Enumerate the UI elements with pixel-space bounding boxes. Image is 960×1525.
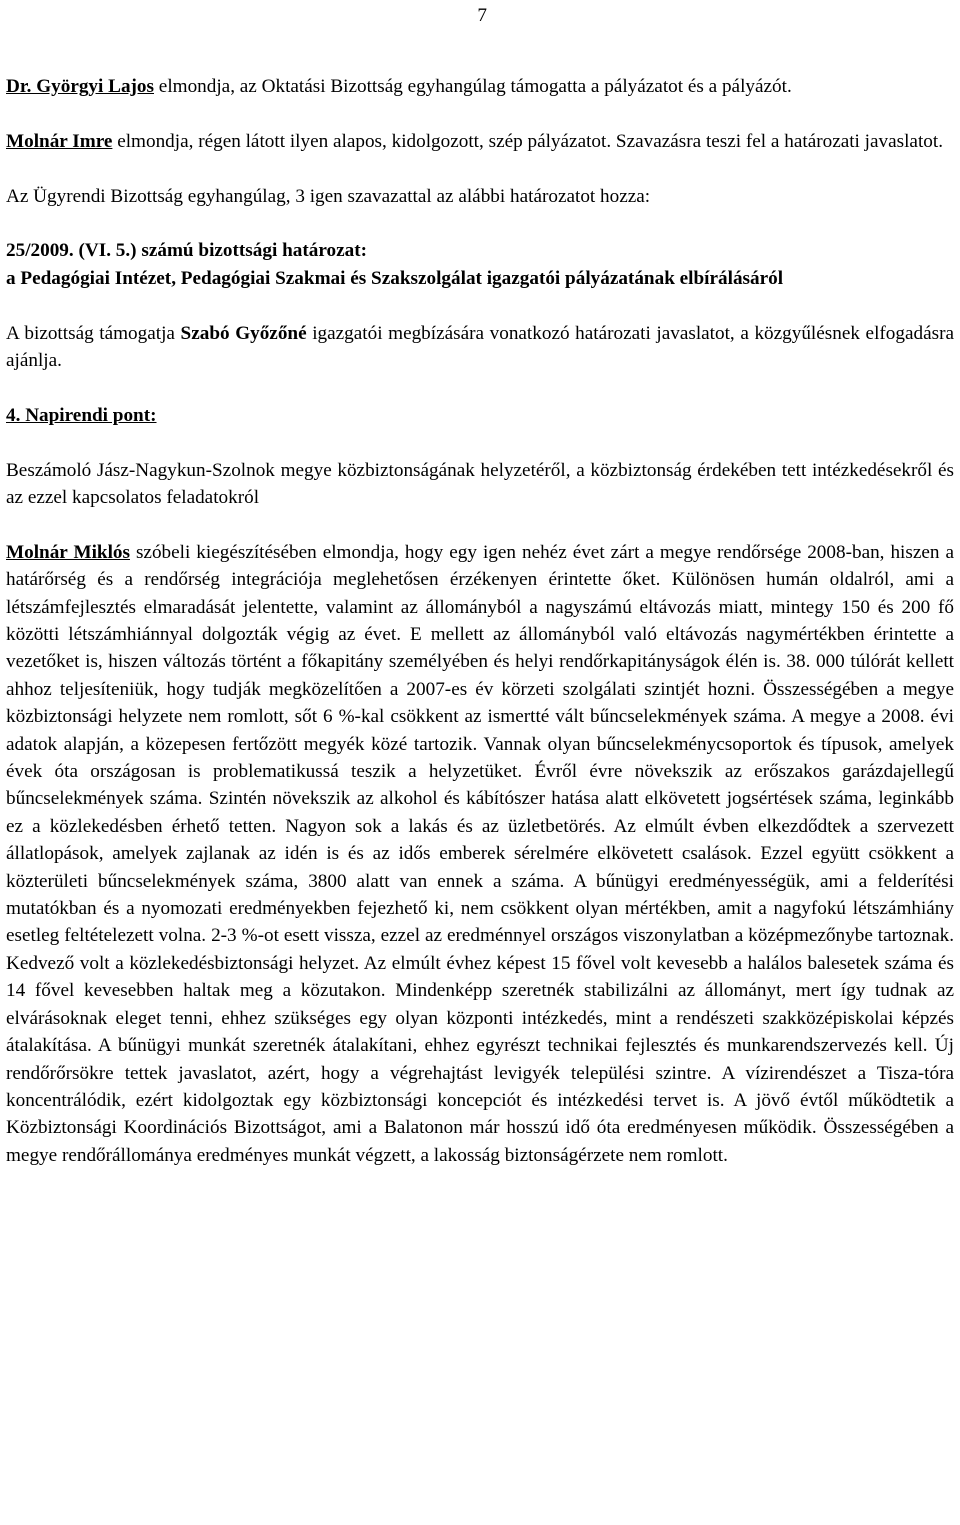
paragraph-molnar-miklos — [6, 539, 954, 1169]
speaker-name: Molnár Miklós — [6, 541, 130, 563]
paragraph-text: elmondja, az Oktatási Bizottság egyhangúlag támogatta a pályázatot és a pályázót. — [154, 76, 792, 97]
speaker-name: Dr. Györgyi Lajos — [6, 76, 154, 97]
paragraph-text: szóbeli kiegészítésében elmondja, hogy egy igen nehéz évet zárt a megye rendőrsége 2008-ban, hiszen a határőrség és a rendőrség integrációja meglehetősen érzékenyen érintette őket. Különösen humán oldalról, ami a létszámfejlesztés elmaradását jelentette, valamint az állományból a nagyszámú eltávozás miatt, mintegy 150 és 200 fő közötti létszámhiánnyal dolgozták végig az évet. E mellett az állományból való eltávozás nagymértékben érintette a vezetőket is, hiszen változás történt a főkapitány személyében és helyi rendőrkapitányságok élén is. 38. 000 túlórát kellett ahhoz teljesíteniük, hogy tudják megközelítően a 2007-es év körzeti szolgálati szintjét hozni. Összességében a megye közbiztonsági helyzete nem romlott, sőt 6 %-kal csökkent az ismertté vált bűncselekmények száma. A megye a 2008. évi adatok alapján, a közepesen fertőzött megyék közé tartozik. Vannak olyan bűncselekménycsoportok és típusok, amelyek évek óta országosan is problematikussá teszik a helyzetüket. Évről évre növekszik az erőszakos garázdajellegű bűncselekmények száma. Szintén növekszik az alkohol és kábítószer hatása alatt elkövetett jogsértések száma, leginkább ez a közlekedésben érhető tetten. Nagyon sok a lakás és az üzletbetörés. Az elmúlt évben elkezdődtek a szervezett állatlopások, amelyek zajlanak az idén is és az idős emberek sérelmére elkövetett csalások. Ezzel együtt csökkent a közterületi bűncselekmények száma, 3800 alatt van ennek a száma. A bűnügyi eredményességük, ami a felderítési mutatókban és a nyomozati eredményekben fejezhető ki, nem csökkent olyan mértékben, amit a nagyfokú létszámhiány esetleg feltételezett volna. 2-3 %-ot esett vissza, ezzel az eredménnyel országos viszonylatban a középmezőnybe tartoznak. Kedvező volt a közlekedésbiztonsági helyzet. Az elmúlt évhez képest 15 fővel volt kevesebb a halálos balesetek száma és 14 fővel kevesebben haltak meg a közutakon. Mindenképp szeretnék stabilizálni az állományt, mert így tudnak az elvárásoknak eleget tenni, ehhez szükséges egy olyan központi intézkedés, mint a rendészeti szakközépiskolai képzés átalakítása. A bűnügyi munkát szeretnék átalakítani, ehhez egyrészt technikai fejlesztés és munkarendszervezés kell. Új rendőrőrsökre tettek javaslatot, azért, hogy a végrehajtást levigyék települési szintre. A vízirendészet a Tisza-tóra koncentrálódik, ezért kidolgoztak egy közbiztonsági koncepciót és intézkedési tervet is. A jövő évtől működtetik a Közbiztonsági Koordinációs Bizottságot, ami a Balatonon már hosszú idő óta eredményesen működik. Összességében a megye rendőrállománya eredményes munkát végzett, a lakosság biztonságérzete nem romlott. — [6, 541, 954, 1166]
agenda-title: Beszámoló Jász-Nagykun-Szolnok megye közbiztonságának helyzetéről, a közbiztonság érdekében tett intézkedésekről és az ezzel kapcsolatos feladatokról — [6, 459, 954, 508]
resolution-number: 25/2009. (VI. 5.) számú bizottsági határozat: — [6, 240, 367, 262]
paragraph-committee-vote: Az Ügyrendi Bizottság egyhangúlag, 3 igen szavazattal az alábbi határozatot hozza: — [6, 185, 651, 207]
paragraph-support — [6, 320, 954, 375]
paragraph-text: elmondja, régen látott ilyen alapos, kidolgozott, szép pályázatot. Szavazásra teszi fel a határozati javaslatot. — [112, 130, 944, 152]
document-body — [6, 73, 954, 1169]
resolution-subject: a Pedagógiai Intézet, Pedagógiai Szakmai és Szakszolgálat igazgatói pályázatának elbírálásáról — [6, 267, 784, 289]
speaker-name: Molnár Imre — [6, 130, 113, 152]
nominee-name: Szabó Győzőné — [180, 322, 307, 344]
page-number: 7 — [477, 5, 487, 26]
paragraph-text: A bizottság támogatja — [6, 322, 181, 344]
agenda-label: 4. Napirendi pont: — [6, 404, 157, 426]
paragraph-molnar-imre — [6, 128, 954, 155]
paragraph-gyorgyi — [6, 73, 954, 100]
paragraph-text: igazgatói megbízására vonatkozó határozati javaslatot, a közgyűlésnek elfogadásra ajánlja. — [6, 322, 954, 371]
